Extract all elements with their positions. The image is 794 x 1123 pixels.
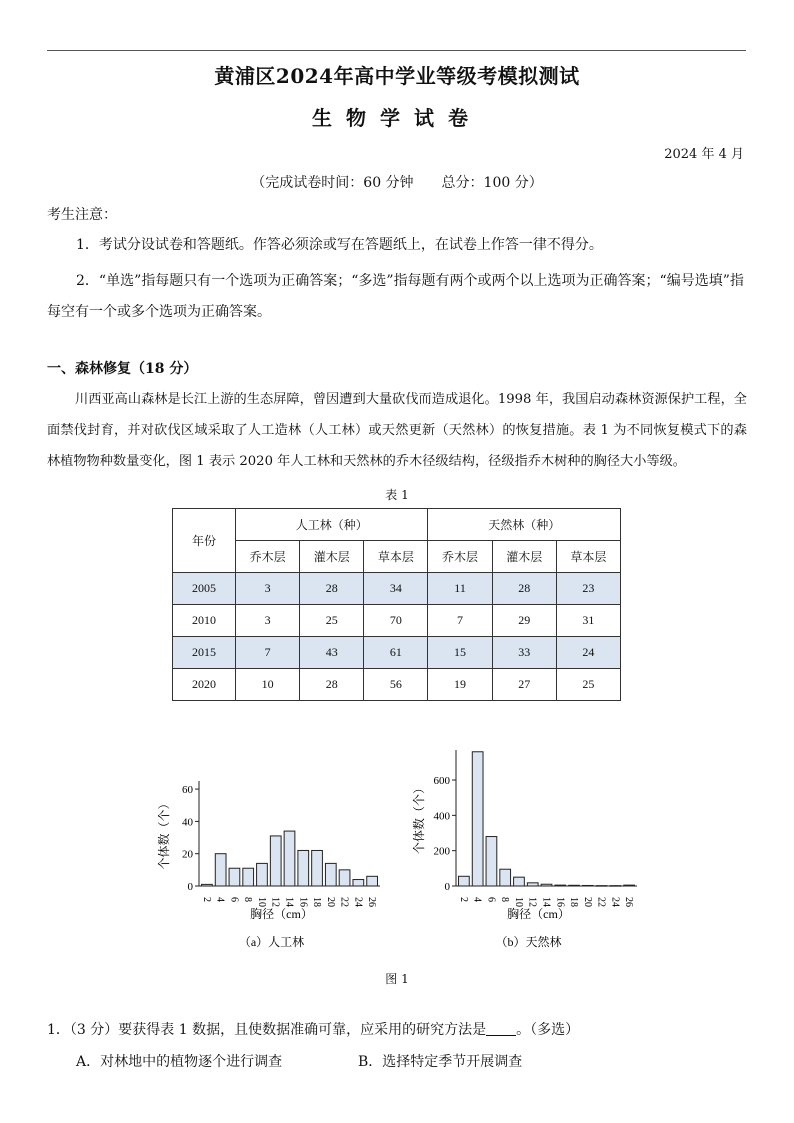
x-axis-label: 胸径（cm） bbox=[250, 907, 313, 921]
x-tick-label: 14 bbox=[283, 897, 295, 907]
x-tick-label: 10 bbox=[255, 897, 267, 907]
x-tick-label: 20 bbox=[324, 897, 336, 907]
x-tick-label: 16 bbox=[554, 897, 566, 907]
bar bbox=[500, 869, 511, 886]
question-1-suffix: 。（多选） bbox=[516, 1022, 580, 1038]
sub-header: 灌木层 bbox=[492, 541, 556, 573]
sub-header: 乔木层 bbox=[236, 541, 300, 573]
y-tick-label: 600 bbox=[433, 775, 450, 788]
value-cell: 23 bbox=[556, 573, 620, 605]
x-axis-label: 胸径（cm） bbox=[507, 907, 570, 921]
figure-caption: 图 1 bbox=[385, 972, 409, 986]
value-cell: 3 bbox=[236, 605, 300, 637]
bar bbox=[610, 886, 621, 887]
value-cell: 29 bbox=[492, 605, 556, 637]
option-a: A．对林地中的植物逐个进行调查 bbox=[76, 1054, 283, 1070]
value-cell: 56 bbox=[364, 669, 428, 701]
x-tick-label: 18 bbox=[568, 897, 580, 907]
value-cell: 61 bbox=[364, 637, 428, 669]
value-cell: 33 bbox=[492, 637, 556, 669]
year-header: 年份 bbox=[173, 509, 236, 573]
bar bbox=[569, 885, 580, 886]
exam-title: 黄浦区2024年高中学业等级考模拟测试 bbox=[214, 64, 580, 88]
value-cell: 7 bbox=[236, 637, 300, 669]
x-tick-label: 20 bbox=[581, 897, 593, 907]
exam-subtitle: 生物学试卷 bbox=[312, 106, 482, 130]
value-cell: 25 bbox=[556, 669, 620, 701]
value-cell: 28 bbox=[492, 573, 556, 605]
sub-header: 草本层 bbox=[364, 541, 428, 573]
x-tick-label: 2 bbox=[457, 897, 469, 902]
section-title: 一、森林修复（18 分） bbox=[47, 361, 198, 377]
y-tick-label: 60 bbox=[182, 784, 193, 797]
option-b: B．选择特定季节开展调查 bbox=[358, 1054, 523, 1070]
year-cell: 2010 bbox=[173, 605, 236, 637]
value-cell: 34 bbox=[364, 573, 428, 605]
bar bbox=[270, 836, 281, 886]
x-tick-label: 26 bbox=[366, 897, 378, 907]
value-cell: 10 bbox=[236, 669, 300, 701]
value-cell: 3 bbox=[236, 573, 300, 605]
x-tick-label: 22 bbox=[595, 897, 607, 907]
value-cell: 11 bbox=[428, 573, 492, 605]
x-tick-label: 2 bbox=[200, 897, 212, 902]
x-tick-label: 26 bbox=[623, 897, 635, 907]
x-tick-label: 14 bbox=[540, 897, 552, 907]
year-cell: 2015 bbox=[173, 637, 236, 669]
bar bbox=[339, 870, 350, 886]
exam-time-info: （完成试卷时间：60 分钟 总分：100 分） bbox=[251, 175, 543, 191]
question-1 bbox=[47, 1019, 579, 1039]
value-cell: 25 bbox=[300, 605, 364, 637]
value-cell: 19 bbox=[428, 669, 492, 701]
x-tick-label: 16 bbox=[297, 897, 309, 907]
group-header-natural: 天然林（种） bbox=[428, 509, 621, 541]
y-tick-label: 0 bbox=[444, 881, 450, 893]
section-intro: 川西亚高山森林是长江上游的生态屏障，曾因遭到大量砍伐而造成退化。1998 年，我国启动森林资源保护工程，全面禁伐封育，并对砍伐区域采取了人工造林（人工林）或天然更新（天然林）的恢复措施。表 1 为不同恢复模式下的森林植物物种数量变化，图 1 表示 2020 年人工林和天然林的乔木径级结构，径级指乔木树种的胸径大小等级。 bbox=[47, 392, 747, 469]
bar bbox=[582, 885, 593, 886]
value-cell: 70 bbox=[364, 605, 428, 637]
notice-item-2: 2．“单选”指每题只有一个选项为正确答案；“多选”指每题有两个或两个以上选项为正确答案；“编号选填”指每空有一个或多个选项为正确答案。 bbox=[47, 273, 744, 320]
x-tick-label: 4 bbox=[471, 897, 483, 902]
value-cell: 31 bbox=[556, 605, 620, 637]
value-cell: 28 bbox=[300, 573, 364, 605]
bar bbox=[555, 885, 566, 886]
sub-header: 乔木层 bbox=[428, 541, 492, 573]
exam-date: 2024 年 4 月 bbox=[664, 147, 744, 162]
bar bbox=[624, 885, 635, 886]
bar bbox=[541, 884, 552, 886]
bar bbox=[202, 884, 213, 886]
y-tick-label: 200 bbox=[433, 845, 450, 858]
y-axis-label: 个体数（个） bbox=[412, 781, 426, 855]
x-tick-label: 22 bbox=[338, 897, 350, 907]
y-tick-label: 400 bbox=[433, 810, 450, 823]
notice-title: 考生注意： bbox=[47, 207, 117, 223]
bar bbox=[229, 868, 240, 886]
x-tick-label: 8 bbox=[242, 897, 254, 902]
bar bbox=[215, 854, 226, 886]
bar bbox=[514, 877, 525, 886]
year-cell: 2005 bbox=[173, 573, 236, 605]
y-tick-label: 20 bbox=[182, 848, 193, 861]
sub-header: 草本层 bbox=[556, 541, 620, 573]
x-tick-label: 24 bbox=[352, 897, 364, 907]
x-tick-label: 24 bbox=[609, 897, 621, 907]
bar bbox=[472, 752, 483, 886]
y-tick-label: 0 bbox=[187, 881, 193, 893]
notice-item-1: 1．考试分设试卷和答题纸。作答必须涂或写在答题纸上，在试卷上作答一律不得分。 bbox=[76, 237, 603, 253]
bar bbox=[353, 880, 364, 886]
value-cell: 24 bbox=[556, 637, 620, 669]
x-tick-label: 12 bbox=[269, 897, 281, 907]
x-tick-label: 4 bbox=[214, 897, 226, 902]
bar bbox=[257, 863, 268, 886]
value-cell: 43 bbox=[300, 637, 364, 669]
x-tick-label: 6 bbox=[228, 897, 240, 902]
chart-caption: （a）人工林 bbox=[238, 935, 305, 949]
answer-blank bbox=[486, 1021, 516, 1036]
x-tick-label: 10 bbox=[512, 897, 524, 907]
bar bbox=[527, 883, 538, 886]
x-tick-label: 6 bbox=[485, 897, 497, 902]
bar bbox=[312, 850, 323, 886]
value-cell: 28 bbox=[300, 669, 364, 701]
x-tick-label: 8 bbox=[499, 897, 511, 902]
value-cell: 7 bbox=[428, 605, 492, 637]
bar bbox=[325, 863, 336, 886]
x-tick-label: 12 bbox=[526, 897, 538, 907]
bar bbox=[284, 831, 295, 886]
y-tick-label: 40 bbox=[182, 816, 193, 829]
bar bbox=[596, 886, 607, 887]
table-caption: 表 1 bbox=[385, 488, 409, 502]
x-tick-label: 18 bbox=[311, 897, 323, 907]
value-cell: 15 bbox=[428, 637, 492, 669]
year-cell: 2020 bbox=[173, 669, 236, 701]
bar bbox=[459, 876, 470, 886]
y-axis-label: 个体数（个） bbox=[157, 797, 171, 870]
chart-caption: （b）天然林 bbox=[495, 935, 562, 949]
bar bbox=[243, 868, 254, 886]
bar bbox=[367, 876, 378, 886]
bar bbox=[486, 837, 497, 886]
sub-header: 灌木层 bbox=[300, 541, 364, 573]
question-1-text: 1．（3 分）要获得表 1 数据，且使数据准确可靠，应采用的研究方法是 bbox=[47, 1022, 487, 1038]
group-header-plantation: 人工林（种） bbox=[236, 509, 428, 541]
bar bbox=[298, 850, 309, 886]
value-cell: 27 bbox=[492, 669, 556, 701]
